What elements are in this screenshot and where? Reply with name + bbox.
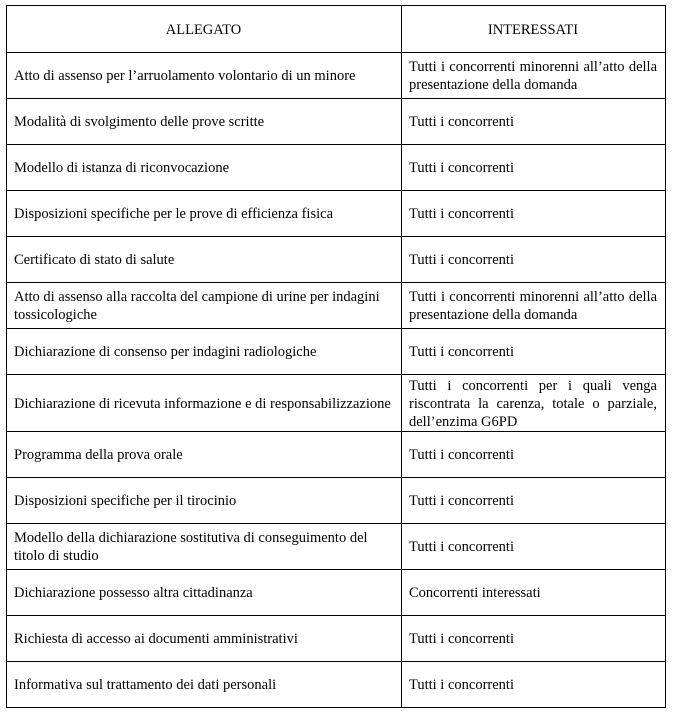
- cell-allegato: Disposizioni specifiche per il tirocinio: [7, 478, 402, 524]
- table-row: [7, 191, 666, 237]
- table-row: [7, 237, 666, 283]
- cell-interessati: Tutti i concorrenti: [402, 191, 666, 237]
- table-row: [7, 53, 666, 99]
- table-row: [7, 570, 666, 616]
- table-row: [7, 432, 666, 478]
- cell-allegato: Programma della prova orale: [7, 432, 402, 478]
- cell-allegato: Atto di assenso alla raccolta del campione di urine per indagini tossicologiche: [7, 283, 402, 329]
- cell-interessati: Tutti i concorrenti: [402, 524, 666, 570]
- allegati-table: [6, 5, 666, 708]
- cell-interessati: Tutti i concorrenti: [402, 432, 666, 478]
- cell-allegato: Dichiarazione di ricevuta informazione e di responsabilizzazione: [7, 375, 402, 432]
- cell-allegato: Dichiarazione possesso altra cittadinanza: [7, 570, 402, 616]
- cell-interessati: Tutti i concorrenti: [402, 145, 666, 191]
- cell-interessati: Tutti i concorrenti per i quali venga riscontrata la carenza, totale o parziale, dell’enzima G6PD: [402, 375, 666, 432]
- table-row: [7, 375, 666, 432]
- cell-interessati: Tutti i concorrenti: [402, 329, 666, 375]
- cell-interessati: Tutti i concorrenti minorenni all’atto della presentazione della domanda: [402, 283, 666, 329]
- header-interessati: INTERESSATI: [402, 6, 666, 53]
- table-row: [7, 478, 666, 524]
- cell-allegato: Modello di istanza di riconvocazione: [7, 145, 402, 191]
- cell-allegato: Dichiarazione di consenso per indagini radiologiche: [7, 329, 402, 375]
- cell-allegato: Informativa sul trattamento dei dati personali: [7, 662, 402, 708]
- table-row: [7, 524, 666, 570]
- table-row: [7, 329, 666, 375]
- cell-allegato: Modello della dichiarazione sostitutiva di conseguimento del titolo di studio: [7, 524, 402, 570]
- cell-interessati: Tutti i concorrenti: [402, 662, 666, 708]
- cell-interessati: Tutti i concorrenti: [402, 237, 666, 283]
- table-row: [7, 99, 666, 145]
- cell-allegato: Certificato di stato di salute: [7, 237, 402, 283]
- cell-allegato: Atto di assenso per l’arruolamento volontario di un minore: [7, 53, 402, 99]
- cell-allegato: Modalità di svolgimento delle prove scritte: [7, 99, 402, 145]
- table-row: [7, 145, 666, 191]
- table-header-row: [7, 6, 666, 53]
- cell-interessati: Concorrenti interessati: [402, 570, 666, 616]
- cell-allegato: Richiesta di accesso ai documenti amministrativi: [7, 616, 402, 662]
- table-row: [7, 662, 666, 708]
- table-row: [7, 616, 666, 662]
- cell-interessati: Tutti i concorrenti: [402, 99, 666, 145]
- cell-interessati: Tutti i concorrenti: [402, 478, 666, 524]
- cell-interessati: Tutti i concorrenti minorenni all’atto della presentazione della domanda: [402, 53, 666, 99]
- cell-interessati: Tutti i concorrenti: [402, 616, 666, 662]
- table-row: [7, 283, 666, 329]
- header-allegato: ALLEGATO: [7, 6, 402, 53]
- cell-allegato: Disposizioni specifiche per le prove di efficienza fisica: [7, 191, 402, 237]
